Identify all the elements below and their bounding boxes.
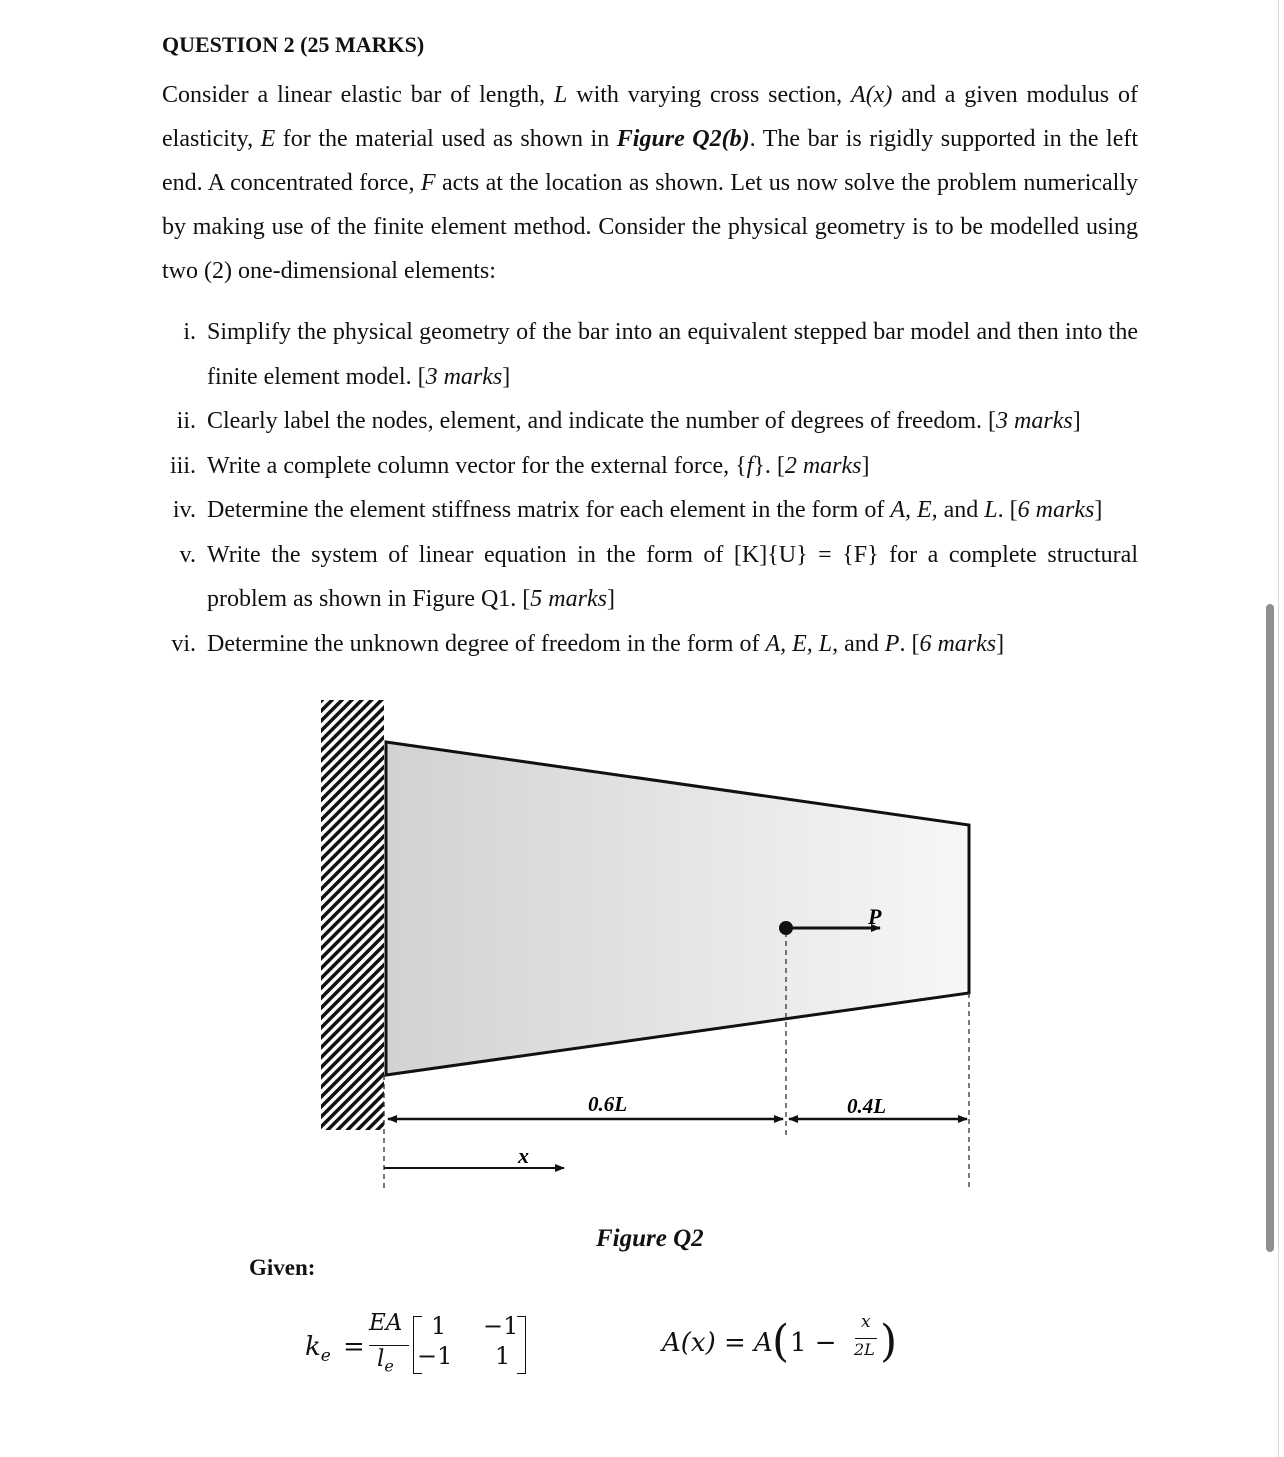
area-function-equation: A(x) = A ( 1 − x 2L ): [662, 1312, 898, 1367]
list-item: vi. Determine the unknown degree of freedom in the form of A, E, L, and P. [6 marks]: [171, 630, 1005, 657]
list-item: ii. Clearly label the nodes, element, and indicate the number of degrees of freedom. [3 marks]: [176, 408, 1081, 434]
figure-caption: Figure Q2: [596, 1225, 704, 1252]
list-item: iv. Determine the element stiffness matrix for each element in the form of A, E, and L. [6 marks]: [172, 497, 1103, 523]
list-item: i. Simplify the physical geometry of the bar into an equivalent stepped bar model and then into the finite element model. [3 marks]: [183, 319, 1138, 390]
given-label: Given:: [249, 1255, 316, 1280]
list-item: v. Write the system of linear equation in the form of [K]{U} = {F} for a complete structural problem as shown in Figure Q1. [5 marks]: [179, 541, 1138, 612]
x-axis-label: x: [518, 1143, 529, 1168]
question-title: QUESTION 2 (25 MARKS): [162, 32, 425, 57]
fixed-wall-support: [321, 700, 384, 1130]
scrollbar-thumb[interactable]: [1266, 604, 1274, 1252]
dimension-label-0.4L: 0.4L: [847, 1094, 887, 1118]
force-label: P: [868, 904, 882, 929]
question-intro: Consider a linear elastic bar of length, L with varying cross section, A(x) and a given modulus of elasticity, E for the material used as shown in Figure Q2(b). The bar is rigidly supported in the left end. A concentrated force, F acts at the location as shown. Let us now solve the problem numerically by making use of the finite element method. Consider the physical geometry is to be modelled using two (2) one-dimensional elements:: [162, 82, 1139, 284]
list-item: iii. Write a complete column vector for the external force, {f}. [2 marks]: [169, 452, 870, 479]
tapered-bar: [386, 742, 969, 1075]
stiffness-matrix-equation: $k_e$ = EA $l_e$ 1 −1 −1 1: [305, 1310, 545, 1390]
dimension-label-0.6L: 0.6L: [588, 1092, 628, 1116]
